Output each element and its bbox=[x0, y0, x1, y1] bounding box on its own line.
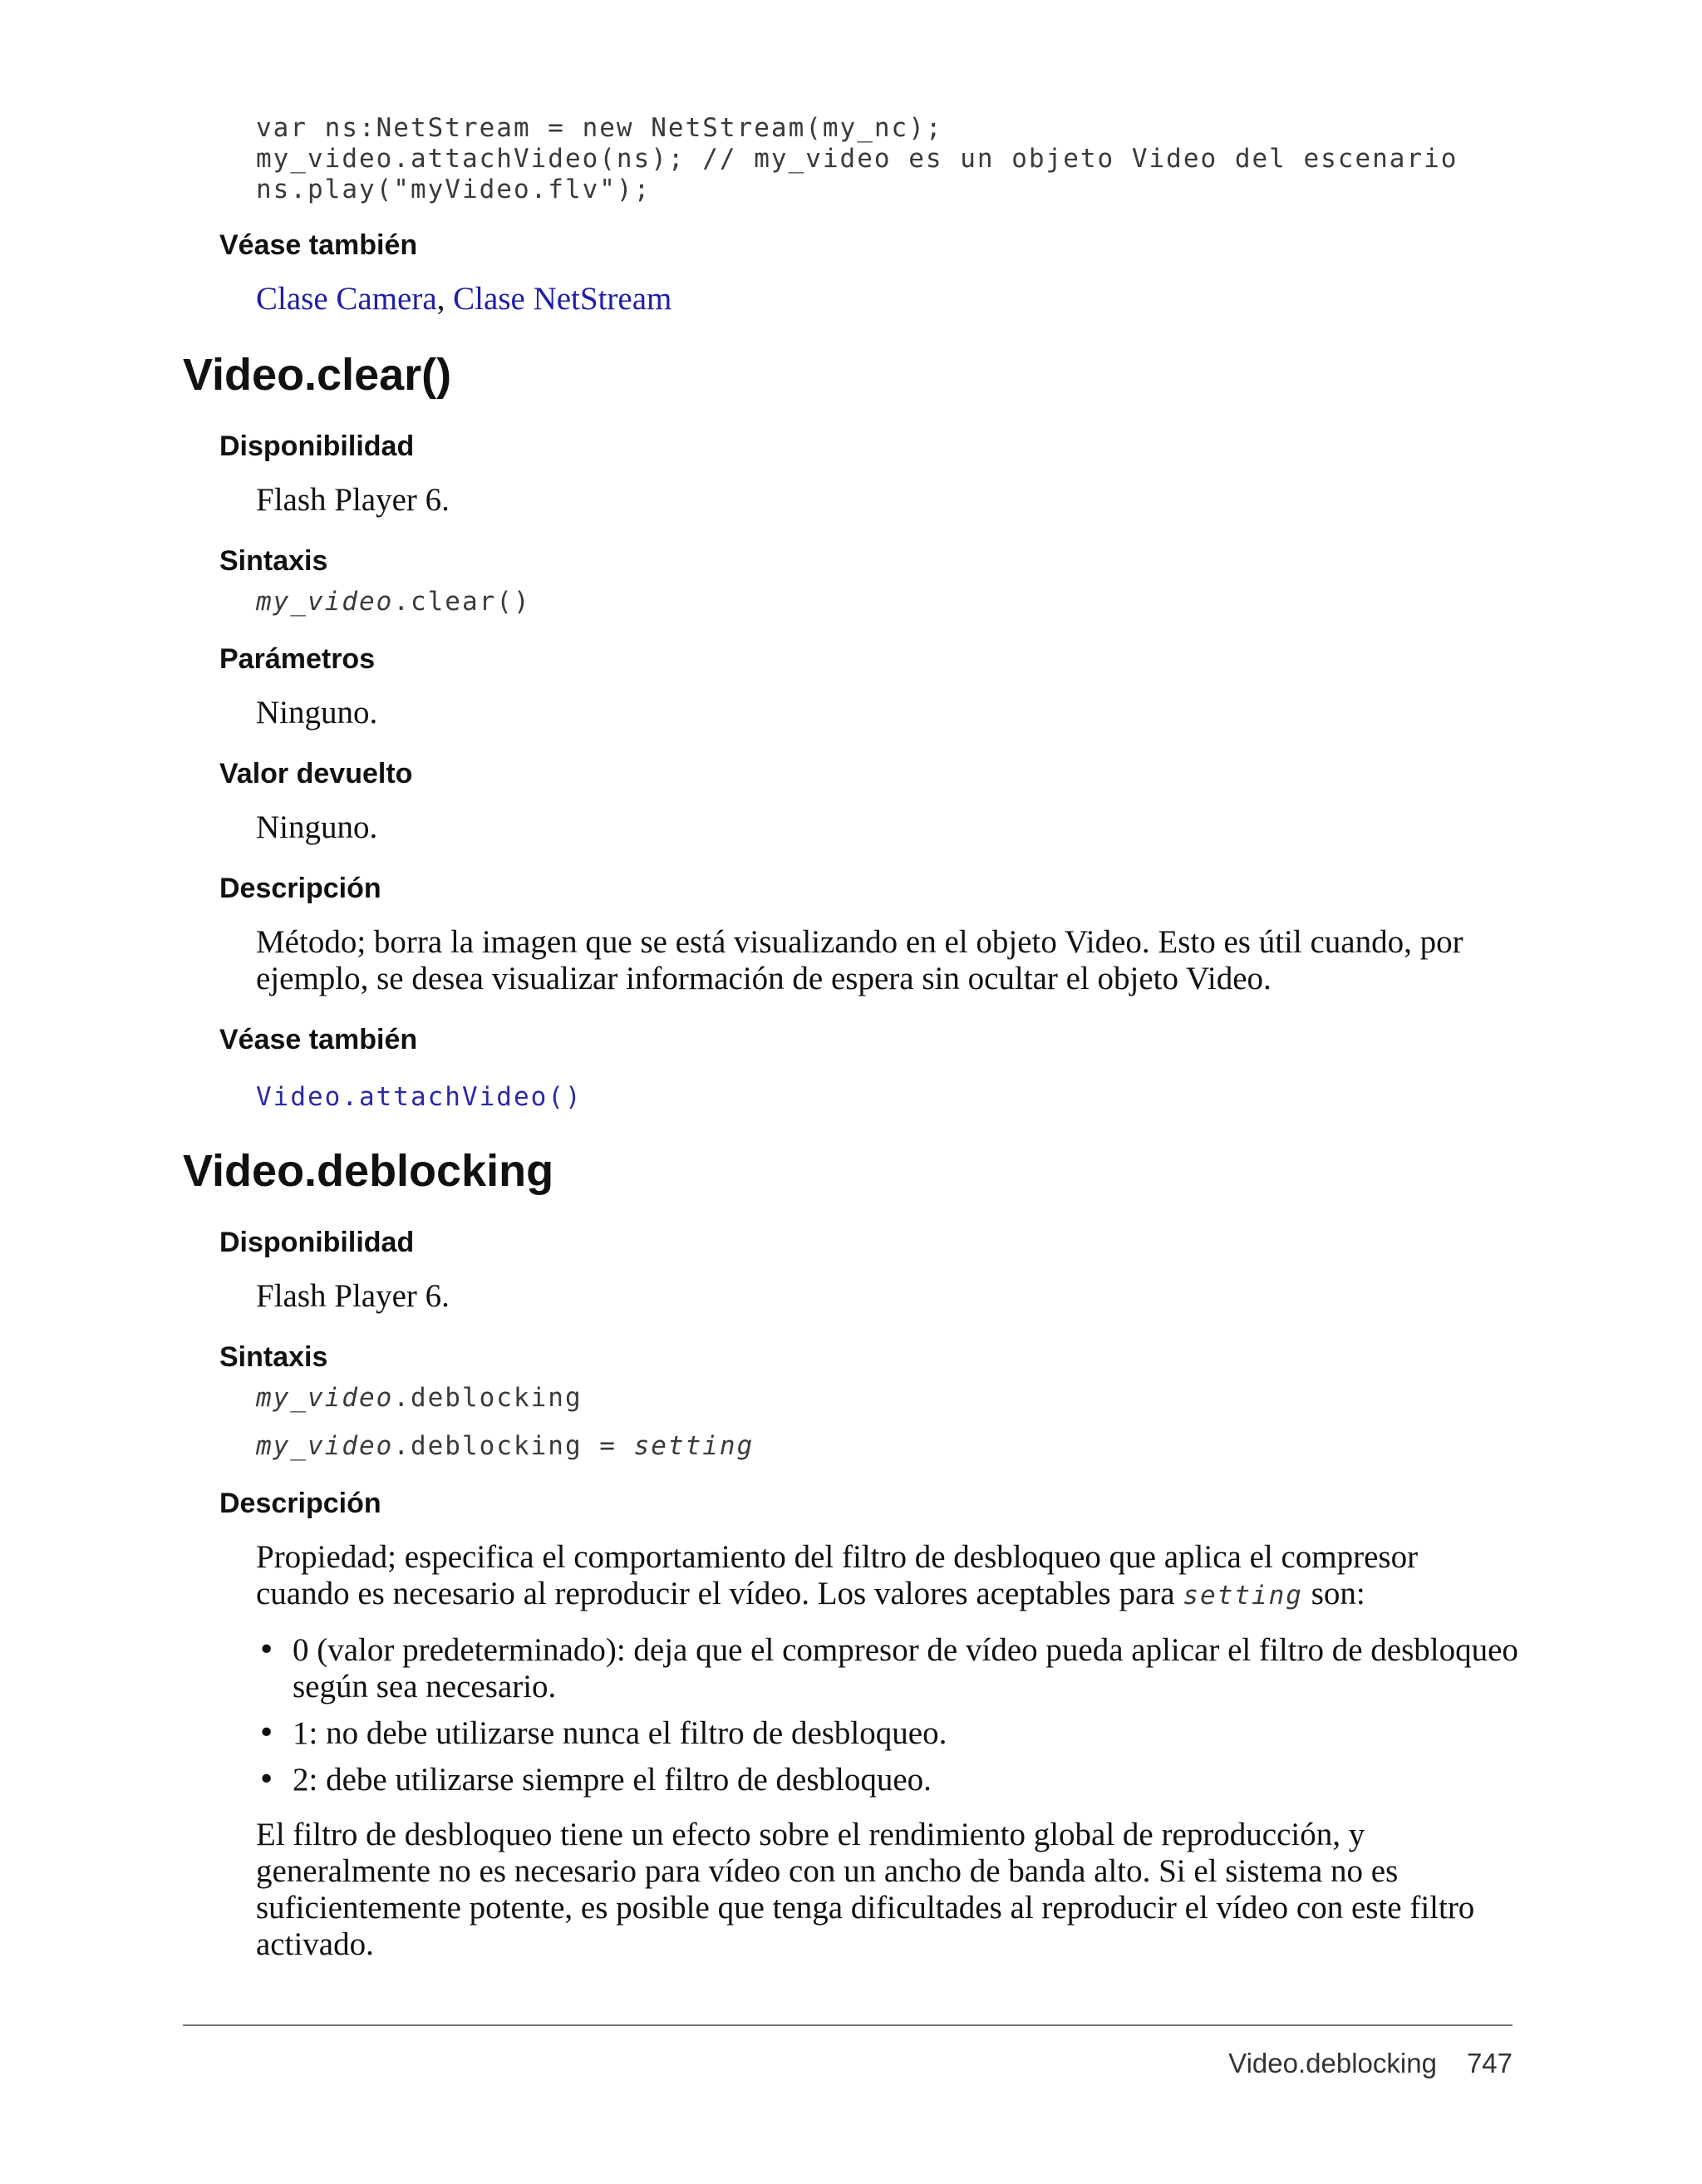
list-item bbox=[256, 1762, 1519, 1798]
see-also-links bbox=[256, 281, 1519, 317]
values-list bbox=[256, 1632, 1519, 1798]
return-value-text: Ninguno. bbox=[256, 809, 378, 845]
list-item-text: 2: debe utilizarse siempre el filtro de desbloqueo. bbox=[293, 1762, 932, 1798]
see-also-heading: Véase también bbox=[219, 229, 418, 261]
link-netstream-class[interactable]: Clase NetStream bbox=[453, 281, 672, 317]
code-line: my_video.attachVideo(ns); // my_video es un objeto Video del escenario bbox=[256, 144, 1459, 174]
list-item bbox=[256, 1715, 1519, 1752]
syntax-heading: Sintaxis bbox=[219, 1341, 328, 1373]
list-item bbox=[256, 1632, 1519, 1705]
footer-divider bbox=[183, 2024, 1513, 2026]
availability-heading: Disponibilidad bbox=[219, 1227, 415, 1258]
syntax-code bbox=[256, 1431, 754, 1462]
syntax-property: .deblocking bbox=[393, 1383, 583, 1413]
availability-heading: Disponibilidad bbox=[219, 430, 415, 462]
link-video-attachvideo[interactable]: Video.attachVideo() bbox=[256, 1082, 583, 1112]
syntax-property: .deblocking = bbox=[393, 1431, 634, 1461]
section-title-video-clear: Video.clear() bbox=[183, 350, 452, 400]
description-intro bbox=[256, 1539, 1519, 1614]
bullet-icon: • bbox=[258, 1763, 276, 1797]
section-title-video-deblocking: Video.deblocking bbox=[183, 1146, 554, 1196]
syntax-method: .clear() bbox=[393, 587, 531, 617]
parameters-heading: Parámetros bbox=[219, 643, 376, 675]
bullet-icon: • bbox=[258, 1633, 276, 1667]
parameters-text: Ninguno. bbox=[256, 695, 378, 730]
see-also-heading: Véase también bbox=[219, 1024, 418, 1055]
inline-code-setting: setting bbox=[1183, 1581, 1303, 1611]
description-text: Propiedad; especifica el comportamiento del filtro de desbloqueo que aplica el compresor cuando es necesario al reproducir el vídeo. Los valores aceptables para bbox=[256, 1539, 1419, 1611]
availability-text: Flash Player 6. bbox=[256, 1278, 450, 1314]
page-footer bbox=[1163, 2048, 1513, 2079]
syntax-value: setting bbox=[633, 1431, 755, 1461]
see-also-code-link bbox=[256, 1082, 583, 1112]
syntax-object: my_video bbox=[256, 1431, 394, 1461]
code-listing bbox=[256, 113, 1458, 205]
list-item-text: 1: no debe utilizarse nunca el filtro de desbloqueo. bbox=[293, 1715, 947, 1751]
description-text: Método; borra la imagen que se está visualizando en el objeto Video. Esto es útil cuando, por ejemplo, se desea visualizar información de espera sin ocultar el objeto Video. bbox=[256, 924, 1463, 996]
link-separator: , bbox=[436, 281, 454, 317]
bullet-icon: • bbox=[258, 1716, 276, 1750]
syntax-object: my_video bbox=[256, 587, 394, 617]
syntax-code bbox=[256, 1383, 583, 1414]
syntax-object: my_video bbox=[256, 1383, 394, 1413]
page-number: 747 bbox=[1466, 2048, 1513, 2078]
description-heading: Descripción bbox=[219, 873, 381, 904]
description-heading: Descripción bbox=[219, 1488, 381, 1519]
link-camera-class[interactable]: Clase Camera bbox=[256, 281, 437, 317]
availability-text: Flash Player 6. bbox=[256, 482, 450, 518]
code-line: var ns:NetStream = new NetStream(my_nc); bbox=[256, 113, 943, 143]
list-item-text: 0 (valor predeterminado): deja que el compresor de vídeo pueda aplicar el filtro de desbloqueo según sea necesario. bbox=[293, 1632, 1518, 1704]
return-value-heading: Valor devuelto bbox=[219, 758, 413, 789]
closing-paragraph: El filtro de desbloqueo tiene un efecto sobre el rendimiento global de reproducción, y generalmente no es necesario para vídeo con un ancho de banda alto. Si el sistema no es suficientemente potente, es posible que tenga dificultades al reproducir el vídeo con este filtro activado. bbox=[256, 1817, 1475, 1962]
syntax-code bbox=[256, 587, 531, 617]
description-text: son: bbox=[1302, 1576, 1365, 1611]
syntax-heading: Sintaxis bbox=[219, 545, 328, 577]
footer-title: Video.deblocking bbox=[1228, 2048, 1437, 2078]
code-line: ns.play("myVideo.flv"); bbox=[256, 175, 652, 204]
